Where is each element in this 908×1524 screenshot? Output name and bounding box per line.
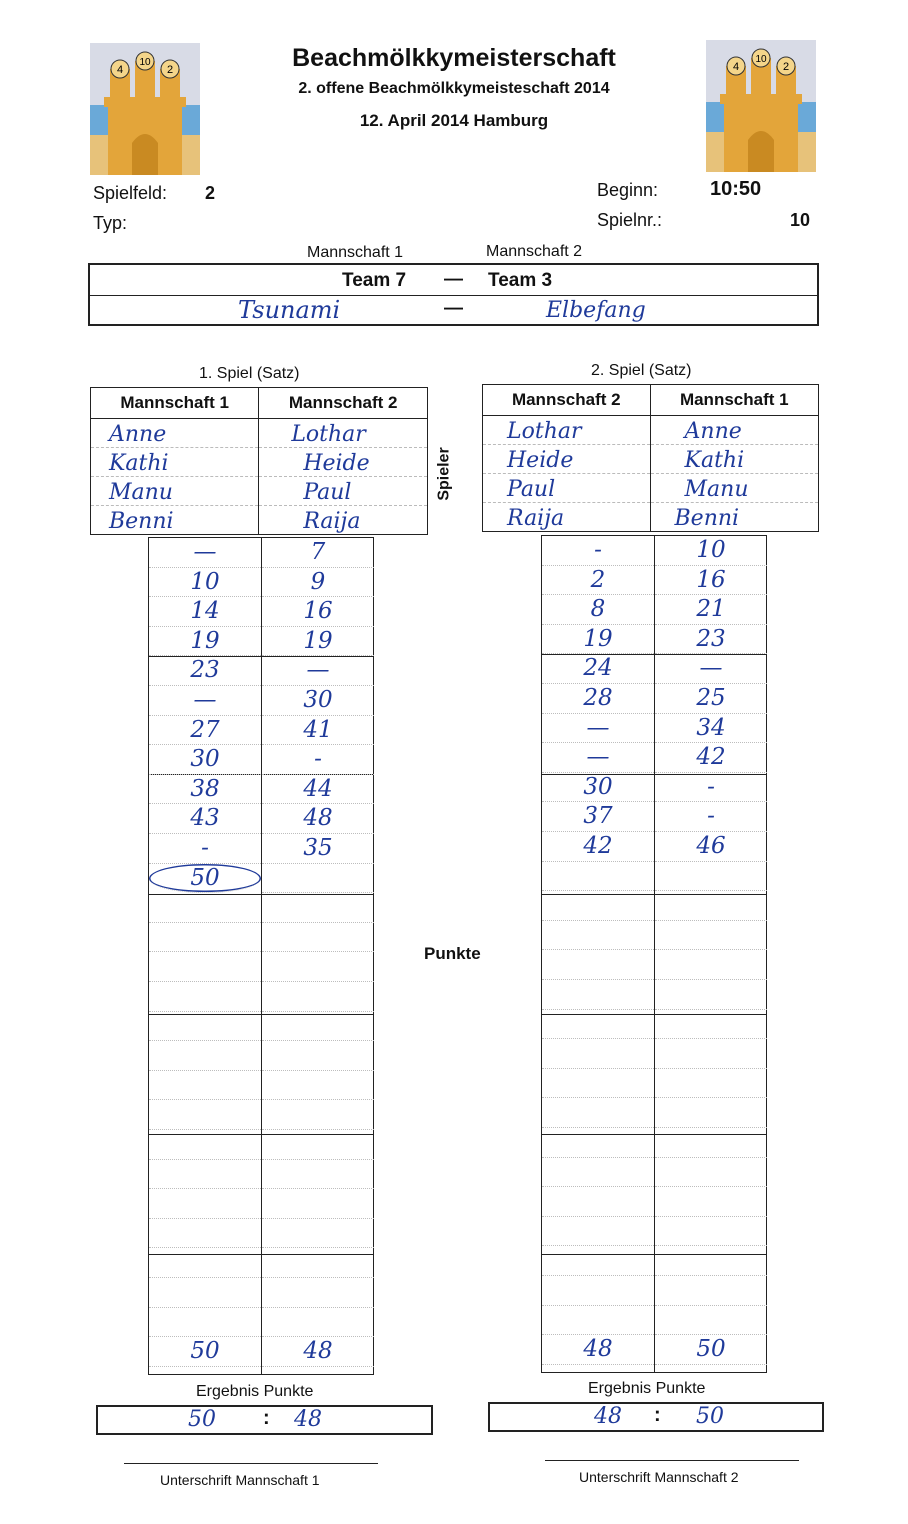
score-cell (149, 1071, 261, 1101)
score-cell: 24 (542, 654, 654, 684)
score-cell (149, 982, 261, 1012)
spielfeld-label: Spielfeld: (93, 183, 168, 203)
score-cell: - (655, 802, 767, 832)
score-cell: 30 (149, 745, 261, 775)
score-cell: 44 (262, 775, 374, 805)
score-cell (149, 1278, 261, 1308)
team1-label: Team 7 (342, 270, 407, 291)
player-name: Manu (91, 477, 259, 506)
score-cell (655, 1158, 767, 1188)
game1-score-sheet (148, 537, 374, 1375)
score-cell: - (542, 536, 654, 566)
score-cell (655, 950, 767, 980)
logo-pin-number: 10 (755, 54, 767, 65)
score-cell: 30 (542, 773, 654, 803)
score-cell (149, 1012, 261, 1042)
score-cell: 42 (542, 832, 654, 862)
score-cell: 14 (149, 597, 261, 627)
score-cell (542, 1010, 654, 1040)
score-cell (542, 1306, 654, 1336)
score-cell: 7 (262, 538, 374, 568)
score-cell: — (542, 714, 654, 744)
game1-title: 1. Spiel (Satz) (199, 365, 300, 382)
score-cell (149, 1219, 261, 1249)
score-cell: - (149, 834, 261, 864)
score-cell: 2 (542, 566, 654, 596)
score-cell: 23 (149, 656, 261, 686)
score-cell (655, 1276, 767, 1306)
score-cell: 21 (655, 595, 767, 625)
spielnr-label: Spielnr.: (597, 210, 663, 230)
score-cell (655, 1098, 767, 1128)
score-cell: 16 (655, 566, 767, 596)
score-cell: 28 (542, 684, 654, 714)
game1-signature-label: Unterschrift Mannschaft 1 (160, 1472, 320, 1488)
game1-result-box (96, 1405, 433, 1435)
score-cell (262, 1248, 374, 1278)
team1-name: Tsunami (238, 296, 341, 324)
score-cell (262, 952, 374, 982)
score-cell: 16 (262, 597, 374, 627)
score-cell (655, 1069, 767, 1099)
score-cell (542, 980, 654, 1010)
page-subtitle: 2. offene Beachmölkkymeisteschaft 2014 (298, 80, 610, 97)
punkte-label: Punkte (424, 944, 481, 963)
player-name: Lothar (259, 419, 428, 448)
score-cell: 8 (542, 595, 654, 625)
game2-result-right: 50 (696, 1404, 724, 1429)
teams-name-dash: — (444, 298, 463, 319)
score-cell: 30 (262, 686, 374, 716)
score-cell (262, 1189, 374, 1219)
score-cell: — (149, 686, 261, 716)
game1-result-right: 48 (294, 1407, 322, 1432)
score-cell: 27 (149, 716, 261, 746)
score-cell: 46 (655, 832, 767, 862)
player-name: Heide (483, 445, 651, 474)
player-name: Benni (91, 506, 259, 535)
player-name: Anne (91, 419, 259, 448)
score-cell (655, 980, 767, 1010)
logo-pin-number: 4 (116, 64, 124, 76)
score-cell (655, 921, 767, 951)
score-cell: 41 (262, 716, 374, 746)
score-cell (262, 1219, 374, 1249)
score-cell: — (149, 538, 261, 568)
player-name: Raija (483, 503, 651, 532)
spieler-label: Spieler (435, 447, 453, 501)
game2-result-box (488, 1402, 824, 1432)
score-cell (542, 1098, 654, 1128)
page-title: Beachmölkkymeisterschaft (292, 44, 616, 72)
score-cell (655, 1306, 767, 1336)
game2-players-table (482, 384, 819, 532)
score-cell: 35 (262, 834, 374, 864)
player-name: Anne (650, 416, 818, 445)
score-cell: 38 (149, 775, 261, 805)
score-cell: 43 (149, 804, 261, 834)
score-cell (542, 862, 654, 892)
typ-label: Typ: (93, 213, 128, 233)
game2-col2-header: Mannschaft 1 (650, 385, 818, 416)
beginn-label: Beginn: (597, 180, 659, 200)
game1-result-left: 50 (188, 1407, 216, 1432)
score-cell (262, 982, 374, 1012)
game2-result-sep: : (654, 1404, 661, 1426)
score-cell: — (655, 654, 767, 684)
score-cell (542, 1069, 654, 1099)
game2-score-sheet (541, 535, 767, 1373)
game1-col2-header: Mannschaft 2 (259, 388, 428, 419)
logo-pin-number: 2 (782, 61, 790, 73)
score-cell: 25 (655, 684, 767, 714)
beginn-value: 10:50 (710, 178, 762, 200)
game2-signature-line (545, 1460, 799, 1461)
score-cell (149, 1308, 261, 1338)
team2-name: Elbefang (546, 298, 646, 323)
score-cell (149, 1041, 261, 1071)
score-cell (149, 1160, 261, 1190)
teams-box (88, 263, 819, 326)
game2-signature-label: Unterschrift Mannschaft 2 (579, 1469, 739, 1485)
score-cell: 34 (655, 714, 767, 744)
player-name: Kathi (650, 445, 818, 474)
score-cell (542, 1246, 654, 1276)
score-cell (149, 1189, 261, 1219)
score-cell: 19 (542, 625, 654, 655)
score-cell (262, 1308, 374, 1338)
score-cell (655, 1217, 767, 1247)
score-cell: 19 (262, 627, 374, 657)
game1-result-sep: : (263, 1407, 270, 1429)
score-cell: 42 (655, 743, 767, 773)
game2-title: 2. Spiel (Satz) (591, 362, 692, 379)
game2-col1-header: Mannschaft 2 (483, 385, 651, 416)
score-cell (262, 923, 374, 953)
game1-col1-header: Mannschaft 1 (91, 388, 259, 419)
score-cell: 23 (655, 625, 767, 655)
score-cell (542, 1128, 654, 1158)
score-cell (149, 952, 261, 982)
score-cell: 10 (655, 536, 767, 566)
score-cell: - (262, 745, 374, 775)
score-total: 48 (542, 1335, 654, 1365)
player-name: Heide (259, 448, 428, 477)
score-cell: 50 (149, 864, 261, 894)
team2-label: Team 3 (488, 270, 553, 291)
player-name: Paul (259, 477, 428, 506)
score-cell (262, 1041, 374, 1071)
player-name: Paul (483, 474, 651, 503)
date-place: 12. April 2014 Hamburg (359, 111, 549, 130)
logo-pin-number: 10 (139, 57, 151, 68)
score-total: 50 (655, 1335, 767, 1365)
team1-header-label: Mannschaft 1 (307, 244, 404, 261)
spielnr-value: 10 (790, 210, 811, 230)
player-name: Lothar (483, 416, 651, 445)
score-cell (542, 1039, 654, 1069)
team2-header-label: Mannschaft 2 (486, 243, 583, 260)
score-cell (655, 1039, 767, 1069)
score-cell (149, 923, 261, 953)
score-cell (655, 862, 767, 892)
score-cell: - (655, 773, 767, 803)
score-total: 48 (262, 1337, 374, 1367)
score-cell (262, 1278, 374, 1308)
score-total: 50 (149, 1337, 261, 1367)
score-cell (542, 1217, 654, 1247)
score-cell (262, 1160, 374, 1190)
score-cell (149, 893, 261, 923)
player-name: Benni (650, 503, 818, 532)
score-cell (149, 1100, 261, 1130)
score-cell (149, 1248, 261, 1278)
score-cell: 9 (262, 568, 374, 598)
score-cell (655, 1010, 767, 1040)
score-cell (542, 921, 654, 951)
player-name: Raija (259, 506, 428, 535)
score-cell: 10 (149, 568, 261, 598)
score-cell (655, 1246, 767, 1276)
score-cell (542, 1187, 654, 1217)
score-cell (262, 864, 374, 894)
score-cell (149, 1130, 261, 1160)
score-cell: 19 (149, 627, 261, 657)
game2-result-left: 48 (594, 1404, 622, 1429)
score-cell (542, 891, 654, 921)
player-name: Kathi (91, 448, 259, 477)
logo-pin-number: 2 (166, 64, 174, 76)
score-cell (262, 1100, 374, 1130)
score-cell: — (262, 656, 374, 686)
score-cell (542, 1158, 654, 1188)
score-cell (542, 950, 654, 980)
game1-players-table (90, 387, 428, 535)
game2-result-label: Ergebnis Punkte (588, 1380, 706, 1397)
score-cell (655, 1187, 767, 1217)
score-cell (655, 1128, 767, 1158)
score-cell (262, 1130, 374, 1160)
player-name: Manu (650, 474, 818, 503)
teams-dash: — (444, 269, 463, 290)
score-cell (262, 1071, 374, 1101)
score-cell: — (542, 743, 654, 773)
score-cell (655, 891, 767, 921)
score-cell (262, 893, 374, 923)
game1-signature-line (124, 1463, 378, 1464)
spielfeld-value: 2 (205, 183, 216, 203)
score-cell (262, 1012, 374, 1042)
score-cell: 37 (542, 802, 654, 832)
score-cell (542, 1276, 654, 1306)
score-cell: 48 (262, 804, 374, 834)
game1-result-label: Ergebnis Punkte (196, 1383, 314, 1400)
logo-pin-number: 4 (732, 61, 740, 73)
